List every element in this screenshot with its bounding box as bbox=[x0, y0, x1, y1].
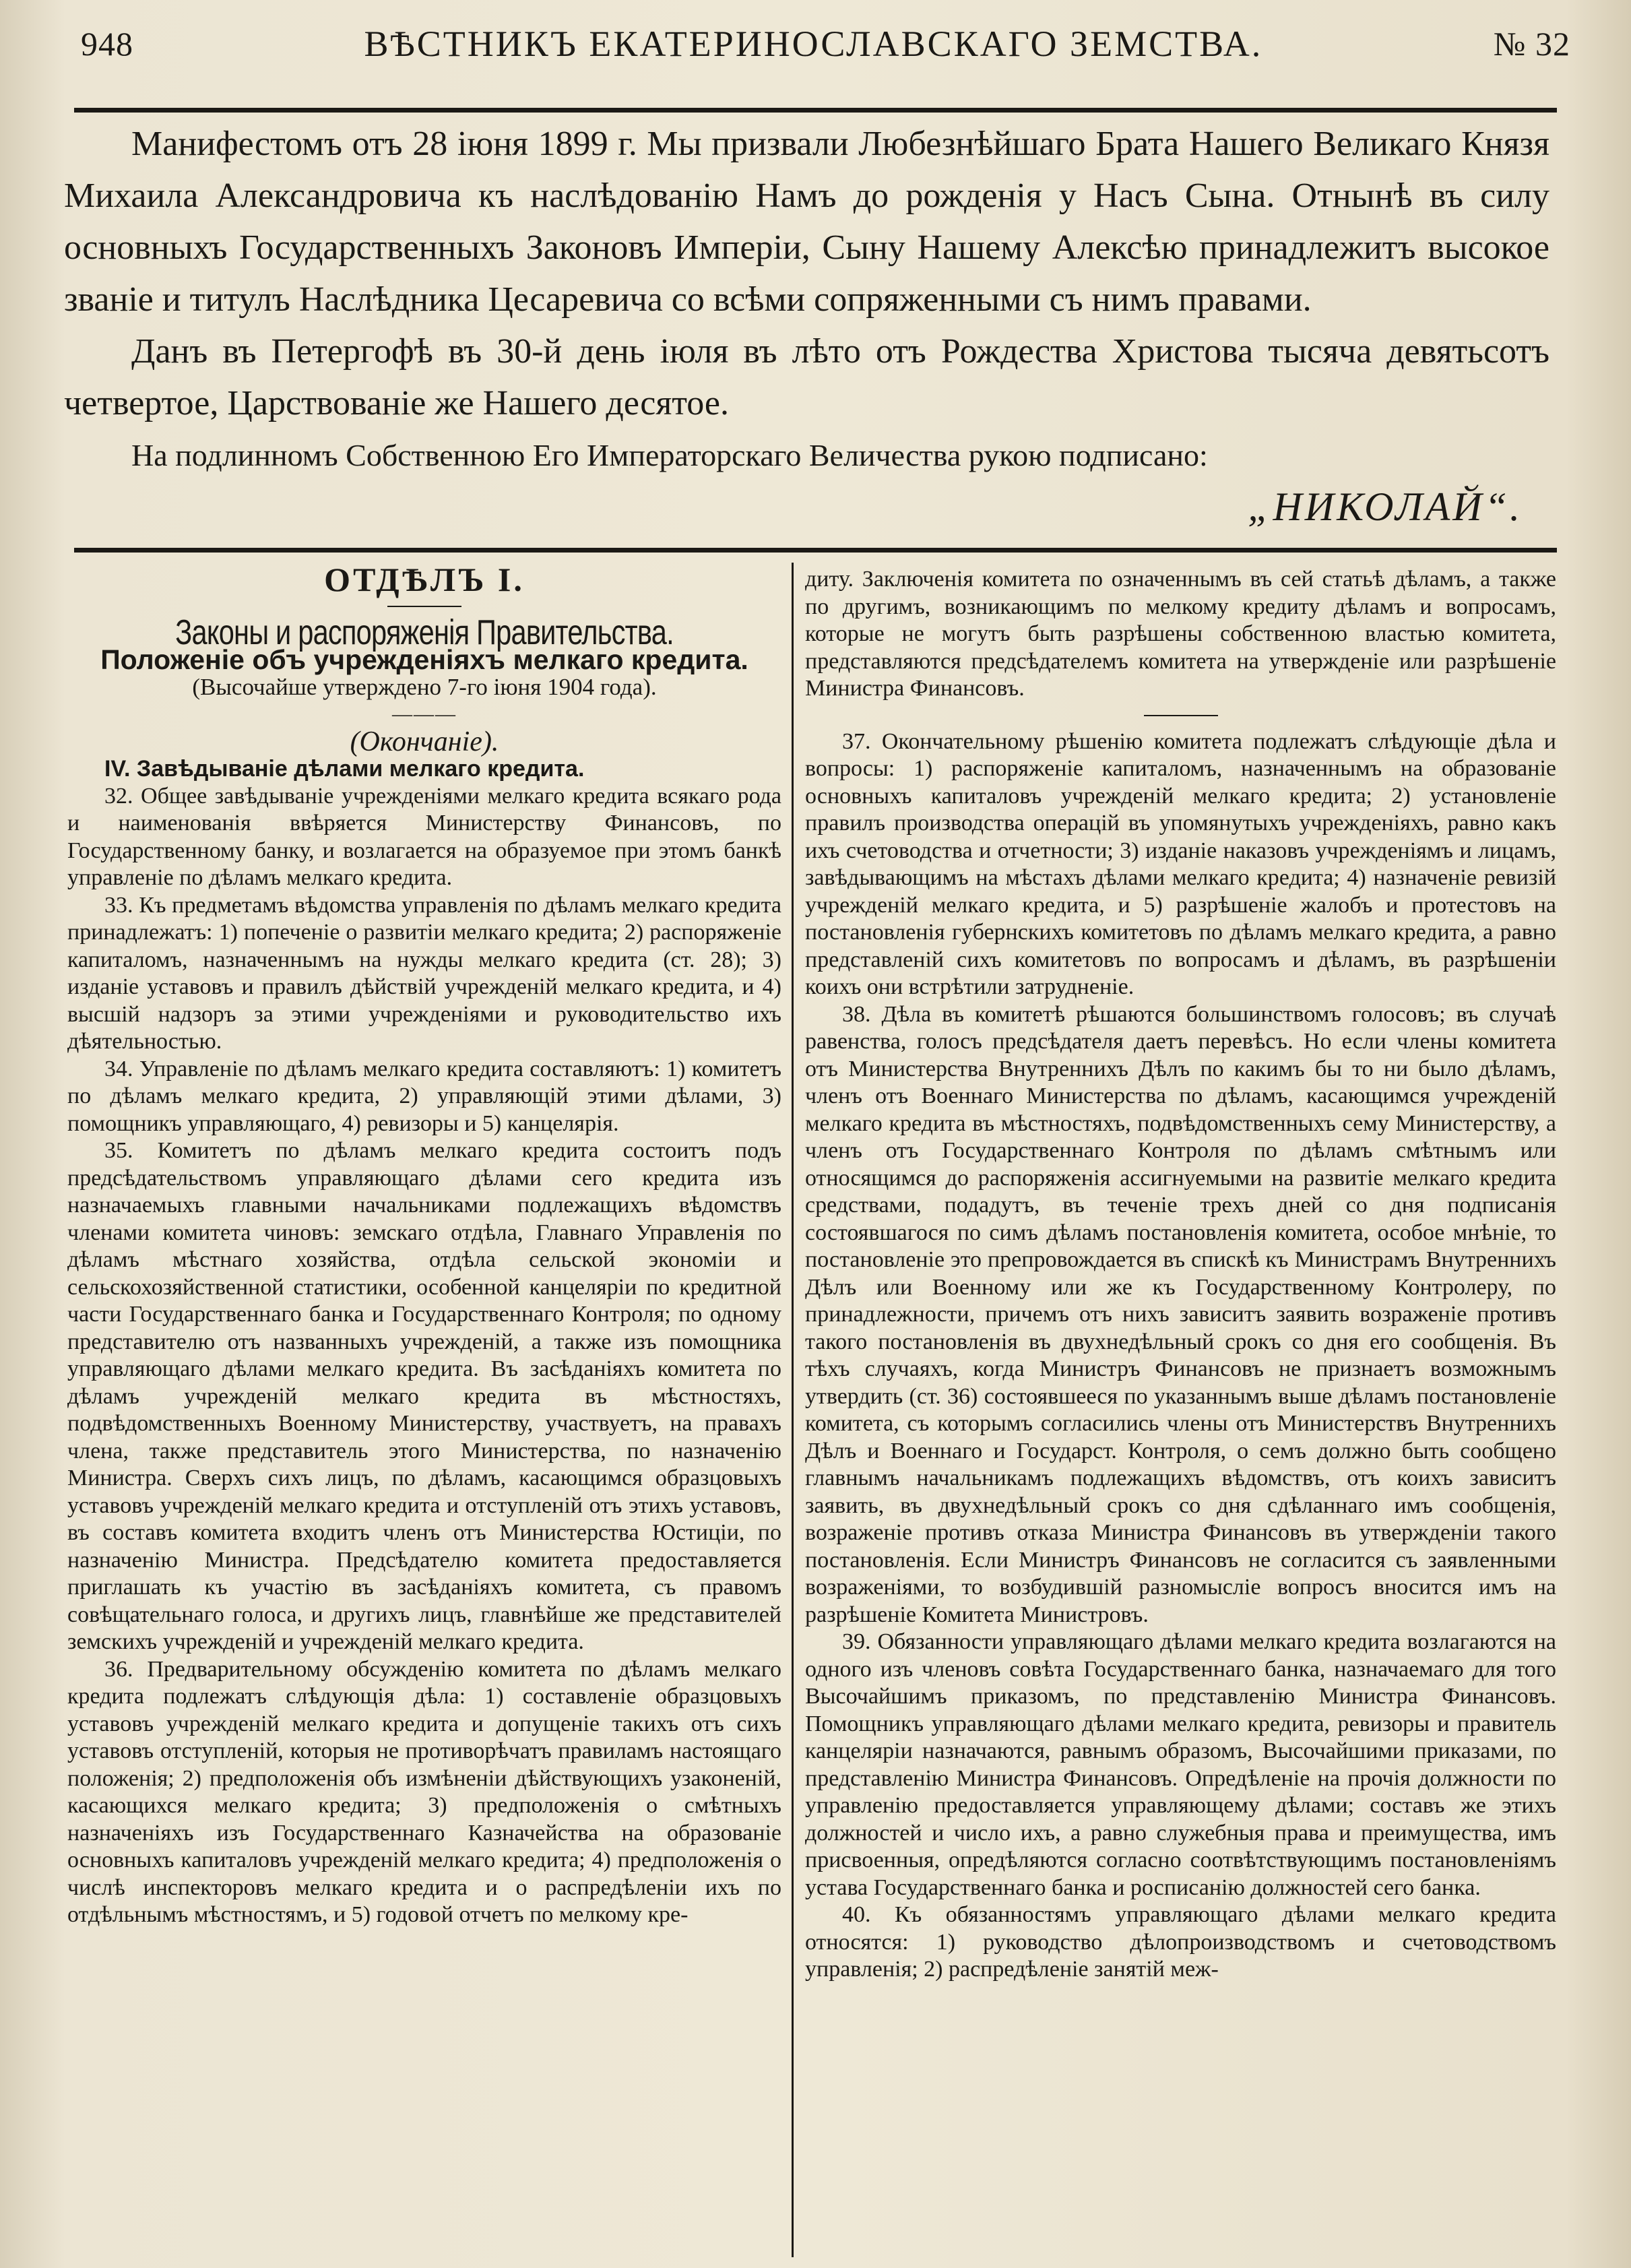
article-39: 39. Обязанности управляющаго дѣлами мелкаго кредита возлагаются на одного изъ членовъ совѣта Государственнаго банка, назначаемаго для того Высочайшимъ приказомъ, по представленію Министра Финансовъ. Помощникъ управляющаго дѣлами мелкаго кредита, ревизоры и правитель канцеляріи назначаются, равнымъ образомъ, Высочайшими приказами, по представленію Министра Финансовъ. Опредѣленіе на прочія должности по управленію предоставляется управляющему дѣлами; составъ же этихъ должностей и число ихъ, а равно служебныя права и преимущества, имъ присвоенныя, опредѣляются согласно соотвѣтствующимъ постановленіямъ устава Государственнаго банка и росписанію должностей сего банка. bbox=[805, 1629, 1556, 1900]
article-38: 38. Дѣла въ комитетѣ рѣшаются большинствомъ голосовъ; въ случаѣ равенства, голосъ предсѣдателя даетъ перевѣсъ. Но если члены комитета отъ Министерства Внутреннихъ Дѣлъ по какимъ бы то ни было дѣламъ, членъ отъ Военнаго Министерства по дѣламъ, касающимся учрежденій мелкаго кредита въ мѣстностяхъ, подвѣдомственныхъ сему Министерству, а членъ отъ Государственнаго Контроля по дѣламъ смѣтнымъ или относящимся до распоряженія ассигнуемыми на развитіе мелкаго кредита средствами, подадутъ, въ теченіе трехъ дней со дня подписанія состоявшагося по симъ дѣламъ постановленія комитета, особое мнѣніе, то постановленіе это препровождается въ спискѣ къ Министрамъ Внутреннихъ Дѣлъ или Военному или же къ Государственному Контролеру, по принадлежности, причемъ отъ нихъ зависитъ заявить возраженіе противъ такого постановленія въ двухнедѣльный срокъ со дня его сообщенія. Въ тѣхъ случаяхъ, когда Министръ Финансовъ не признаетъ возможнымъ утвердить (ст. 36) состоявшееся по указаннымъ выше дѣламъ постановленіе комитета, съ которымъ согласились члены отъ Министерствъ Внутреннихъ Дѣлъ и Военнаго и Государст. Контроля, о семъ должно быть сообщено главнымъ начальникамъ подлежащихъ вѣдомствъ, отъ коихъ зависитъ заявить, въ двухнедѣльный срокъ со дня сдѣланнаго имъ сообщенія, возраженіе противъ отказа Министра Финансовъ въ утвержденіи такого постановленія. Если Министръ Финансовъ не согласится съ заявленными возраженіями, то возбудившій разномысліе вопросъ вносится имъ на разрѣшеніе Комитета Министровъ. bbox=[805, 1001, 1556, 1627]
manifest-paragraph: Манифестомъ отъ 28 іюня 1899 г. Мы призвали Любезнѣйшаго Брата Нашего Великаго Князя Михаила Александровича къ наслѣдованію Намъ до рожденія у Насъ Сына. Отнынѣ въ силу основныхъ Государственныхъ Законовъ Имперіи, Сыну Нашему Алексѣю принадлежитъ высокое званіе и титулъ Наслѣдника Цесаревича со всѣми сопряженными съ нимъ правами. bbox=[64, 125, 1549, 319]
separator-dashes: ——— bbox=[392, 703, 457, 725]
article-36-continued: диту. Заключенія комитета по означеннымъ въ сей статьѣ дѣламъ, а также по другимъ, возникающимъ по мелкому кредиту дѣламъ и вопросамъ, которые не могутъ быть разрѣшены собственною властью комитета, представляются предсѣдателемъ комитета на утвержденіе или разрѣшеніе Министра Финансовъ. bbox=[805, 567, 1556, 701]
document-title: Положеніе объ учрежденіяхъ мелкаго кредита. bbox=[100, 644, 748, 675]
manifest-paragraph: Данъ въ Петергофѣ въ 30-й день іюля въ лѣто отъ Рождества Христова тысяча девятьсотъ четвертое, Царствованіе же Нашего десятое. bbox=[64, 332, 1549, 422]
right-column bbox=[805, 566, 1556, 1984]
header-rule bbox=[74, 108, 1557, 113]
manifest-block bbox=[64, 118, 1549, 533]
article-32: 32. Общее завѣдываніе учрежденіями мелкаго кредита всякаго рода и наименованія ввѣряется Министерству Финансовъ, по Государственному банку, и возлагается на образуемое при этомъ банкѣ управленіе по дѣламъ мелкаго кредита. bbox=[67, 783, 781, 890]
article-34: 34. Управленіе по дѣламъ мелкаго кредита составляютъ: 1) комитетъ по дѣламъ мелкаго кредита, 2) управляющій этими дѣлами, 3) помощникъ управляющаго, 4) ревизоры и 5) канцелярія. bbox=[67, 1056, 781, 1136]
signature: „НИКОЛАЙ“. bbox=[1248, 484, 1523, 529]
continuation-note: (Окончаніе). bbox=[350, 726, 499, 757]
department-heading: ОТДѢЛЪ I. bbox=[324, 561, 525, 598]
journal-title: ВѢСТНИКЪ ЕКАТЕРИНОСЛАВСКАГО ЗЕМСТВА. bbox=[364, 24, 1263, 64]
section-rule bbox=[74, 548, 1557, 553]
short-divider bbox=[387, 606, 461, 607]
page-header bbox=[81, 13, 1570, 74]
left-column bbox=[67, 561, 781, 1929]
approval-note: (Высочайше утверждено 7-го іюня 1904 года). bbox=[192, 673, 657, 700]
issue-number: № 32 bbox=[1493, 25, 1570, 63]
article-37: 37. Окончательному рѣшенію комитета подлежатъ слѣдующіе дѣла и вопросы: 1) распоряженіе капиталомъ, назначеннымъ на образованіе основныхъ капиталовъ учрежденій мелкаго кредита; 2) установленіе правилъ производства операцій въ упомянутыхъ учрежденіяхъ, равно какъ ихъ счетоводства и отчетности; 3) изданіе наказовъ учрежденіямъ и лицамъ, завѣдывающимъ на мѣстахъ дѣлами мелкаго кредита; 4) назначеніе ревизій учрежденій мелкаго кредита, и 5) разрѣшеніе жалобъ и протестовъ на постановленія губернскихъ комитетовъ по дѣламъ мелкаго кредита, а равно представленій сихъ комитетовъ по вопросамъ и дѣламъ, въ разрѣшеніи коихъ они встрѣтили затрудненіе. bbox=[805, 728, 1556, 999]
article-40: 40. Къ обязанностямъ управляющаго дѣлами мелкаго кредита относятся: 1) руководство дѣлопроизводствомъ и счетоводствомъ управленія; 2) распредѣленіе занятій меж- bbox=[805, 1902, 1556, 1982]
page-number: 948 bbox=[81, 25, 133, 63]
article-33: 33. Къ предметамъ вѣдомства управленія по дѣламъ мелкаго кредита принадлежатъ: 1) попеченіе о развитіи мелкаго кредита; 2) распоряженіе капиталомъ, назначеннымъ на нужды мелкаго кредита (ст. 28); 3) изданіе уставовъ и правилъ дѣйствій учрежденій мелкаго кредита, и 4) высшій надзоръ за этими учрежденіями и руководительство ихъ дѣятельностью. bbox=[67, 892, 781, 1054]
department-subtitle: Законы и распоряженія Правительства. bbox=[175, 612, 674, 652]
signature-line: На подлинномъ Собственною Его Императорскаго Величества рукою подписано: bbox=[131, 438, 1208, 472]
section-heading: IV. Завѣдываніе дѣлами мелкаго кредита. bbox=[104, 756, 585, 782]
column-divider bbox=[792, 563, 794, 2257]
article-36: 36. Предварительному обсужденію комитета по дѣламъ мелкаго кредита подлежатъ слѣдующія дѣла: 1) составленіе образцовыхъ уставовъ учрежденій мелкаго кредита и допущеніе такихъ отъ сихъ уставовъ отступленій, которыя не противорѣчатъ правиламъ настоящаго положенія; 2) предположенія объ измѣненіи дѣйствующихъ узаконеній, касающихся мелкаго кредита; 3) предположенія о смѣтныхъ назначеніяхъ изъ Государственнаго Казначейства на образованіе основныхъ капиталовъ учрежденій мелкаго кредита; 4) предположенія о числѣ инспекторовъ мелкаго кредита и о распредѣленіи ихъ по отдѣльнымъ мѣстностямъ, и 5) годовой отчетъ по мелкому кре- bbox=[67, 1656, 781, 1927]
article-35: 35. Комитетъ по дѣламъ мелкаго кредита состоитъ подъ предсѣдательствомъ управляющаго дѣлами сего кредита изъ назначаемыхъ главными начальниками подлежащихъ вѣдомствъ членами комитета чиновъ: земскаго отдѣла, Главнаго Управленія по дѣламъ мѣстнаго хозяйства, отдѣла сельской экономіи и сельскохозяйственной статистики, особенной канцеляріи по кредитной части Государственнаго банка и Государственнаго Контроля; по одному представителю отъ названныхъ учрежденій, а также изъ помощника управляющаго дѣлами мелкаго кредита. Въ засѣданіяхъ комитета по дѣламъ учрежденій мелкаго кредита въ мѣстностяхъ, подвѣдомственныхъ Военному Министерству, участвуетъ, на правахъ члена, также представитель этого Министерства, по назначенію Министра. Сверхъ сихъ лицъ, по дѣламъ, касающимся образцовыхъ уставовъ учрежденій мелкаго кредита и отступленій отъ этихъ уставовъ, въ составъ комитета входитъ членъ отъ Министерства Юстиціи, по назначенію Министра. Предсѣдателю комитета предоставляется приглашать къ участію въ засѣданіяхъ комитета, съ правомъ совѣщательнаго голоса, и другихъ лицъ, главнѣйше же представителей земскихъ учрежденій и учрежденій мелкаго кредита. bbox=[67, 1138, 781, 1654]
short-divider bbox=[1144, 715, 1218, 716]
